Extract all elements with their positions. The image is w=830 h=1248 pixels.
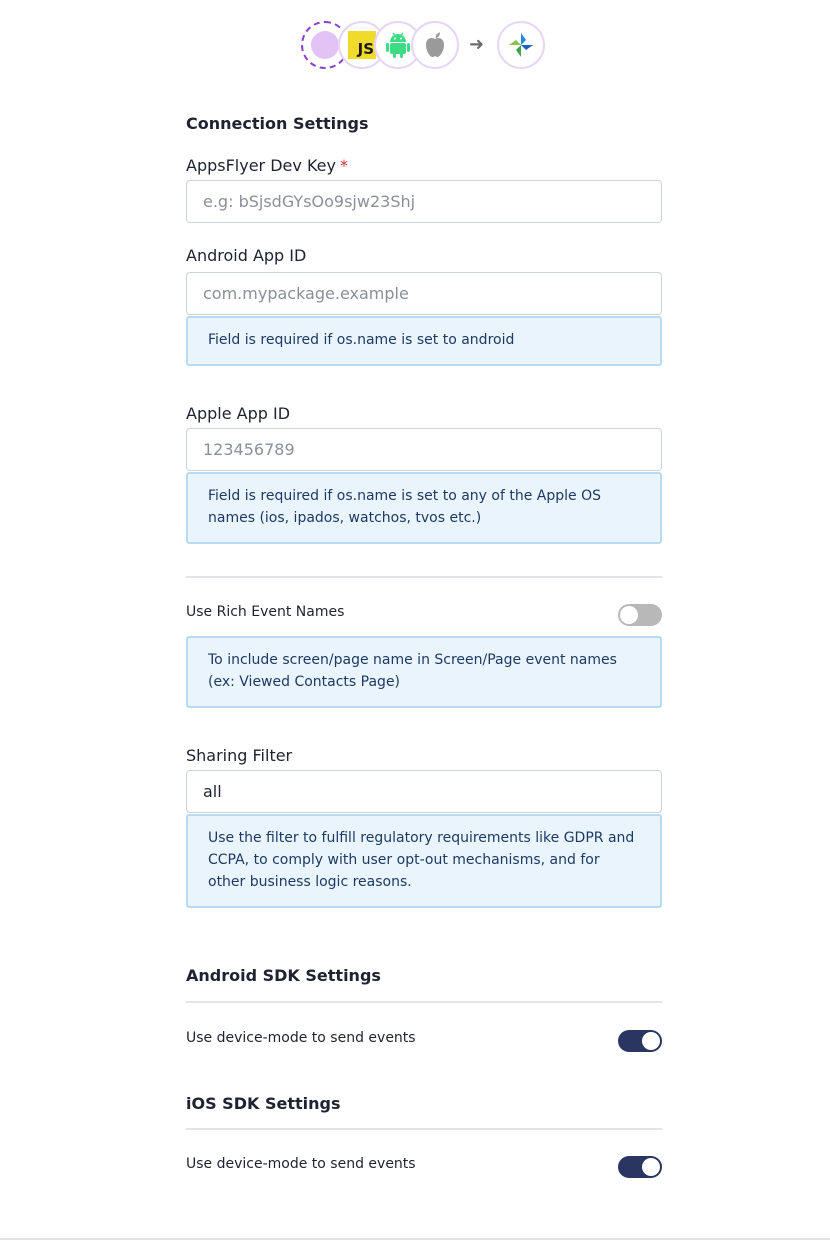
divider xyxy=(186,1128,662,1130)
divider xyxy=(186,1001,662,1003)
footer-divider xyxy=(0,1238,830,1240)
required-asterisk: * xyxy=(339,156,348,175)
apple-app-id-info: Field is required if os.name is set to any of the Apple OS names (ios, ipados, watchos, tvos etc.) xyxy=(186,472,662,544)
sharing-filter-label: Sharing Filter xyxy=(186,746,293,765)
android-device-mode-label: Use device-mode to send events xyxy=(186,1030,416,1046)
sharing-filter-input[interactable] xyxy=(186,770,662,813)
arrow-right-icon: ➜ xyxy=(469,34,485,55)
android-app-id-info: Field is required if os.name is set to android xyxy=(186,316,662,366)
apple-icon xyxy=(411,21,459,69)
javascript-icon: JS xyxy=(338,21,386,69)
apple-app-id-input[interactable] xyxy=(186,428,662,471)
sharing-filter-info: Use the filter to fulfill regulatory requirements like GDPR and CCPA, to comply with user opt-out mechanisms, and for other business logic reasons. xyxy=(186,814,662,908)
ios-device-mode-toggle[interactable] xyxy=(618,1156,662,1178)
rich-event-names-label: Use Rich Event Names xyxy=(186,604,345,620)
rich-event-names-toggle[interactable] xyxy=(618,604,662,626)
ios-sdk-settings-title: iOS SDK Settings xyxy=(186,1094,341,1113)
connection-settings-title: Connection Settings xyxy=(186,114,369,133)
divider xyxy=(186,576,662,578)
dev-key-input[interactable] xyxy=(186,180,662,223)
appsflyer-icon xyxy=(497,21,545,69)
integration-flow-header xyxy=(301,21,561,73)
apple-app-id-label: Apple App ID xyxy=(186,404,291,423)
android-sdk-settings-title: Android SDK Settings xyxy=(186,966,381,985)
ios-device-mode-label: Use device-mode to send events xyxy=(186,1156,416,1172)
android-device-mode-toggle[interactable] xyxy=(618,1030,662,1052)
android-app-id-input[interactable] xyxy=(186,272,662,315)
android-app-id-label: Android App ID xyxy=(186,246,307,265)
rich-event-names-info: To include screen/page name in Screen/Page event names (ex: Viewed Contacts Page) xyxy=(186,636,662,708)
dev-key-label: AppsFlyer Dev Key * xyxy=(186,156,348,175)
